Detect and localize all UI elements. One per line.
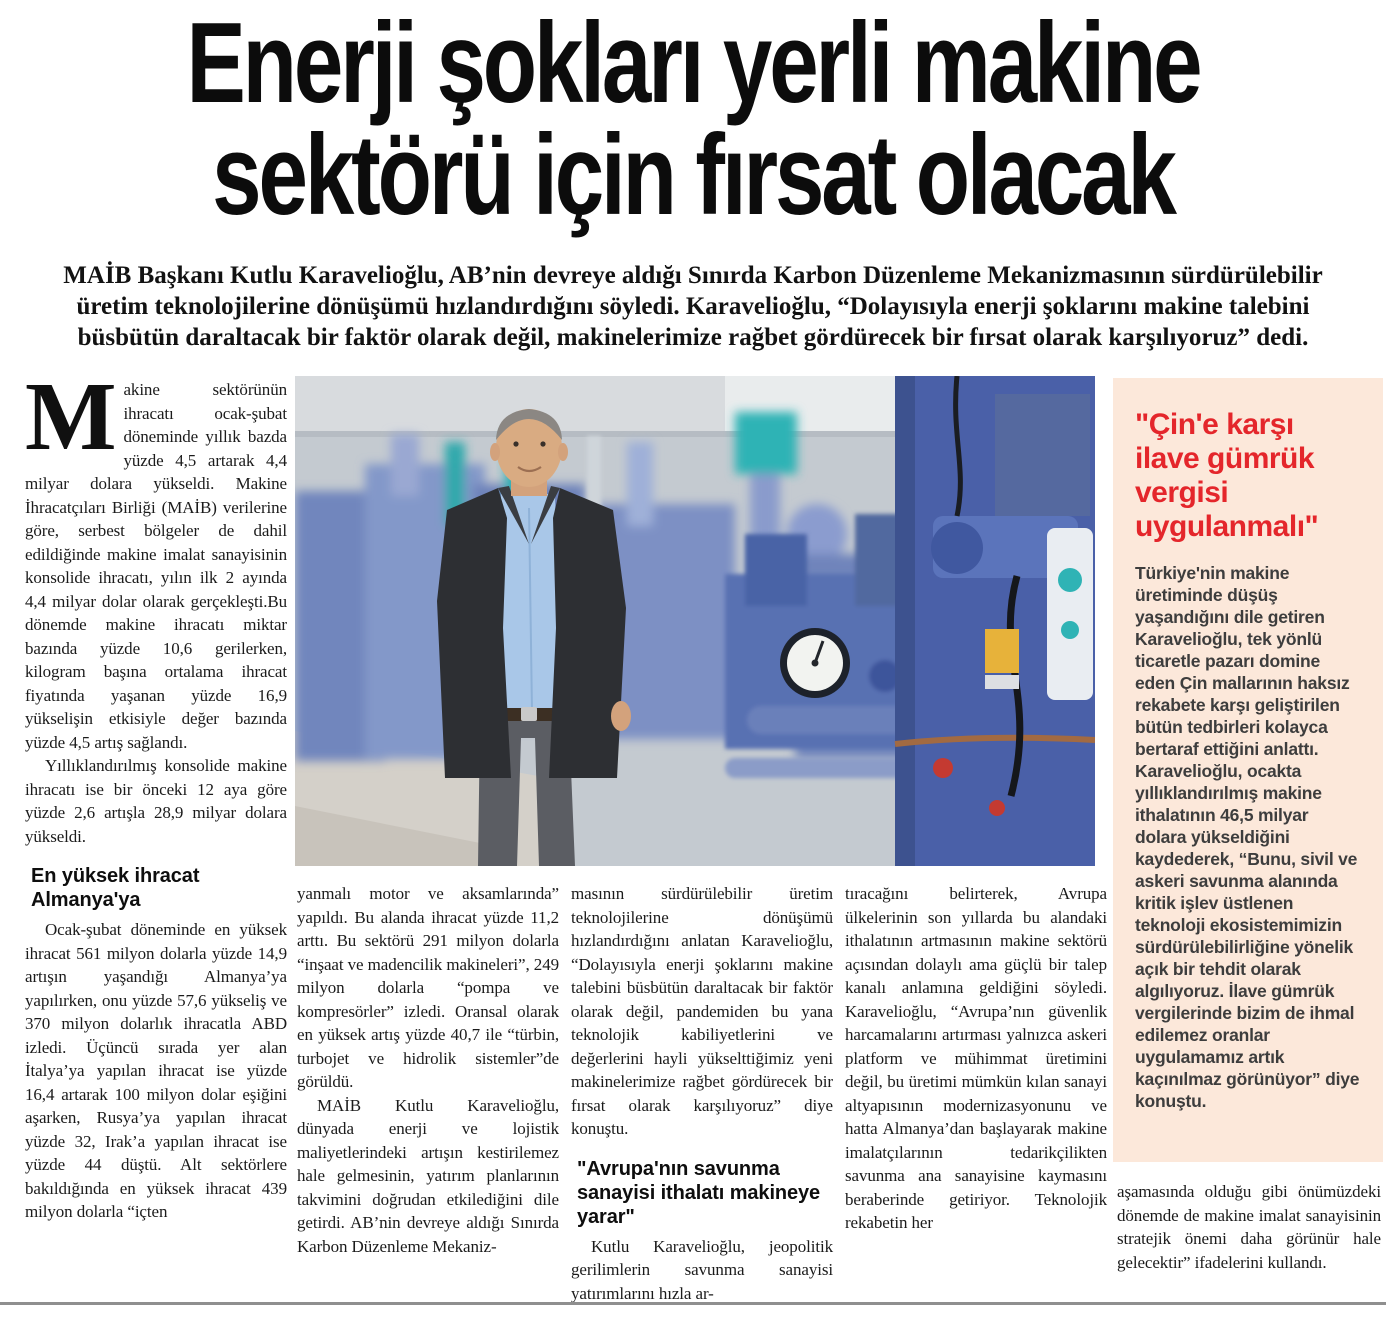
body-column-5 xyxy=(1117,1180,1381,1274)
article-paragraph: Yıllıklandırılmış konsolide makine ihracatı ise bir önceki 12 aya göre yüzde 2,6 artışla 28,9 milyar dolara yükseldi. xyxy=(25,756,287,846)
blue-machine xyxy=(895,376,1095,866)
section-heading-exports-germany: En yüksek ihracat Almanya'ya xyxy=(31,865,200,911)
bottom-rule xyxy=(0,1302,1386,1305)
article-paragraph: Makine sektörünün ihracatı ocak-şubat döneminde yıllık bazda yüzde 4,5 artarak 4,4 milyar dolara yükseldi. Makine İhracatçıları Birliği (MAİB) verilerine göre, serbest bölgeler de dahil edildiğinde makine imalat sanayisinin konsolide ihracatı, yılın ilk 2 ayında 4,4 milyar dolar olarak gerçekleşti.Bu dönemde makine ihracatı miktar bazında yüzde 10,6 gerilerken, kilogram başına ortalama ihracat fiyatında yaşanan yüzde 16,9 yükselişin etkisiyle değer bazında yüzde 4,5 artış sağlandı. xyxy=(25,363,287,752)
article-paragraph: MAİB Kutlu Karavelioğlu, dünyada enerji ve lojistik maliyetlerindeki artışın kestirilemez hale gelmesinin, yatırım planlarının takvimini doğrudan etkilediğini dile getirdi. AB’nin devreye aldığı Sınırda Karbon Düzenleme Mekaniz- xyxy=(297,1095,559,1256)
sidebar-quote-body: Türkiye'nin makine üretiminde düşüş yaşandığını dile getiren Karavelioğlu, tek yönlü ticaretle pazarı domine eden Çin mallarının haksız rekabete karşı geliştirilen bütün tedbirleri kolayca bertaraf ettiğini anlattı. Karavelioğlu, ocakta yıllıklandırılmış makine ithalatının 46,5 milyar dolara yükseldiğini kaydederek, “Bunu, sivil ve askeri savunma alanında kritik işlev üstlenen teknoloji ekosistemimizin sürdürülebilirliğine yönelik açık bir tehdit olarak algılıyoruz. İlave gümrük vergilerinde bizim de ihmal edilemez oranlar uygulamamız artık kaçınılmaz görünüyor” diye konuştu. xyxy=(1135,563,1360,1111)
pressure-gauge-icon xyxy=(780,628,850,698)
sidebar-quote-title: "Çin'e karşı ilave gümrük vergisi uygulanmalı" xyxy=(1135,408,1319,543)
headline-line-1: Enerji şokları yerli makine xyxy=(186,0,1200,127)
body-column-2 xyxy=(297,882,559,1258)
drop-cap: M xyxy=(25,363,117,470)
article-paragraph: masının sürdürülebilir üretim teknolojilerine dönüşümü hızlandırdığını anlatan Karavelioğlu, “Dolayısıyla enerji şoklarını makine talebini büsbütün daraltacak bir faktör olarak değil, pandemiden bu yana teknolojik kabiliyetlerini ve değerlerini hayli yükselttiğimiz yeni makinelerimize rağbet gördürecek bir fırsat olarak karşılıyoruz” diye konuştu. xyxy=(571,884,833,1138)
article-paragraph: Ocak-şubat döneminde en yüksek ihracat 561 milyon dolarla yüzde 14,9 artışın yaşandığı Almanya’ya yapılırken, onu yüzde 57,6 yükseliş ve 370 milyon dolarlık ihracatla ABD izledi. Üçüncü sırada yer alan İtalya’ya yapılan ihracat ise yüzde 16,4 artarak 100 milyon dolar eşiğini aşarken, Rusya’ya yapılan ihracat yüzde 32, Irak’a yapılan ihracat ise yüzde 44 düştü. Alt sektörlere bakıldığında en yüksek ihracat 439 milyon dolarla “içten xyxy=(25,920,287,1221)
body-column-4 xyxy=(845,882,1107,1235)
article-paragraph: aşamasında olduğu gibi önümüzdeki dönemde de makine imalat sanayisinin stratejik önemi daha görünür hale gelecektir” ifadelerini kullandı. xyxy=(1117,1182,1381,1272)
section-heading-defense-imports: "Avrupa'nın savunma sanayisi ithalatı makineye yarar" xyxy=(577,1157,821,1228)
article-paragraph: tıracağını belirterek, Avrupa ülkelerinin son yıllarda bu alandaki ithalatının artmasının makine sektörü açısından dolaylı ama güçlü bir talep kanalı anlamına geldiğini söyledi. Karavelioğlu, “Avrupa’nın güvenlik harcamalarını artırması yalnızca askeri platform ve mühimmat üretimini değil, bu üretimi mümkün kılan sanayi altyapısının modernizasyonunu ve hatta Almanya’dan başlayarak makine imalatçılarının tedarikçilikten savunma ana sanayisine kaymasını beraberinde getiriyor. Teknolojik rekabetin her xyxy=(845,884,1107,1232)
article-paragraph: Kutlu Karavelioğlu, jeopolitik gerilimlerin savunma sanayisi yatırımlarını hızla ar- xyxy=(571,1236,833,1303)
body-column-3 xyxy=(571,882,833,1305)
headline xyxy=(0,0,1386,239)
article-paragraph: yanmalı motor ve aksamlarında” yapıldı. Bu alanda ihracat yüzde 11,2 arttı. Bu sektörü 291 milyon dolarla “inşaat ve madencilik makineleri”, 249 milyon dolarla “pompa ve kompresörler” izledi. Oransal olarak en yüksek artış yüzde 40,7 ile “türbin, turbojet ve hidrolik sistemler”de görüldü. xyxy=(297,884,559,1091)
body-column-1 xyxy=(25,363,287,1224)
factory-photo-illustration xyxy=(295,376,1095,866)
standfirst: MAİB Başkanı Kutlu Karavelioğlu, AB’nin devreye aldığı Sınırda Karbon Düzenleme Mekanizmasının sürdürülebilir üretim teknolojilerine dönüşümü hızlandırdığını söyledi. Karavelioğlu, “Dolayısıyla enerji şoklarını makine talebini büsbütün daraltacak bir faktör olarak değil, makinelerimize rağbet gördürecek bir fırsat olarak karşılıyoruz” dedi. xyxy=(63,262,1323,351)
sidebar-quote-box xyxy=(1113,378,1383,1162)
article-photo xyxy=(295,376,1095,866)
headline-line-2: sektörü için fırsat olacak xyxy=(212,112,1174,239)
